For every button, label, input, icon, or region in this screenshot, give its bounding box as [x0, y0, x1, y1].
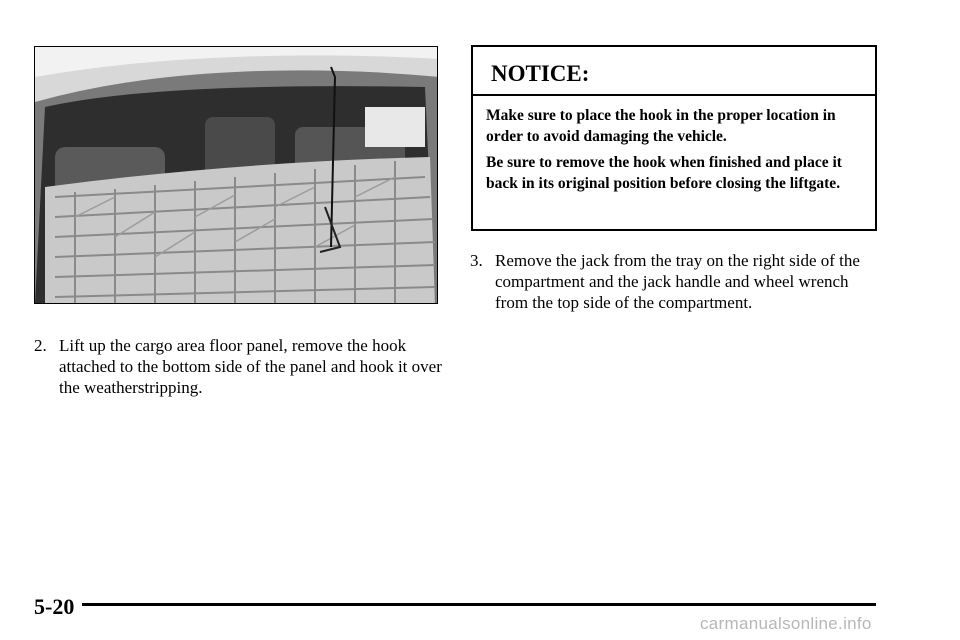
step-2-text: Lift up the cargo area floor panel, remove the hook attached to the bottom side of the panel and hook it over the weatherstripping. [59, 336, 442, 397]
notice-paragraph: Be sure to remove the hook when finished and place it back in its original position before closing the liftgate. [486, 154, 842, 192]
footer-rule [82, 603, 876, 606]
notice-paragraph: Make sure to place the hook in the proper location in order to avoid damaging the vehicle. [486, 107, 836, 145]
step-3-text: Remove the jack from the tray on the right side of the compartment and the jack handle and wheel wrench from the top side of the compartment. [495, 251, 860, 312]
step-3 [470, 250, 880, 313]
cargo-floor-panel-photo [34, 46, 438, 304]
notice-body [473, 96, 875, 194]
step-3-number: 3. [470, 251, 483, 270]
watermark: carmanualsonline.info [700, 614, 872, 633]
notice-heading: NOTICE: [473, 47, 875, 96]
step-2 [34, 335, 444, 398]
cargo-photo-illustration [35, 47, 438, 304]
page-number: 5-20 [34, 594, 75, 619]
step-2-number: 2. [34, 336, 47, 355]
notice-box [471, 45, 877, 231]
